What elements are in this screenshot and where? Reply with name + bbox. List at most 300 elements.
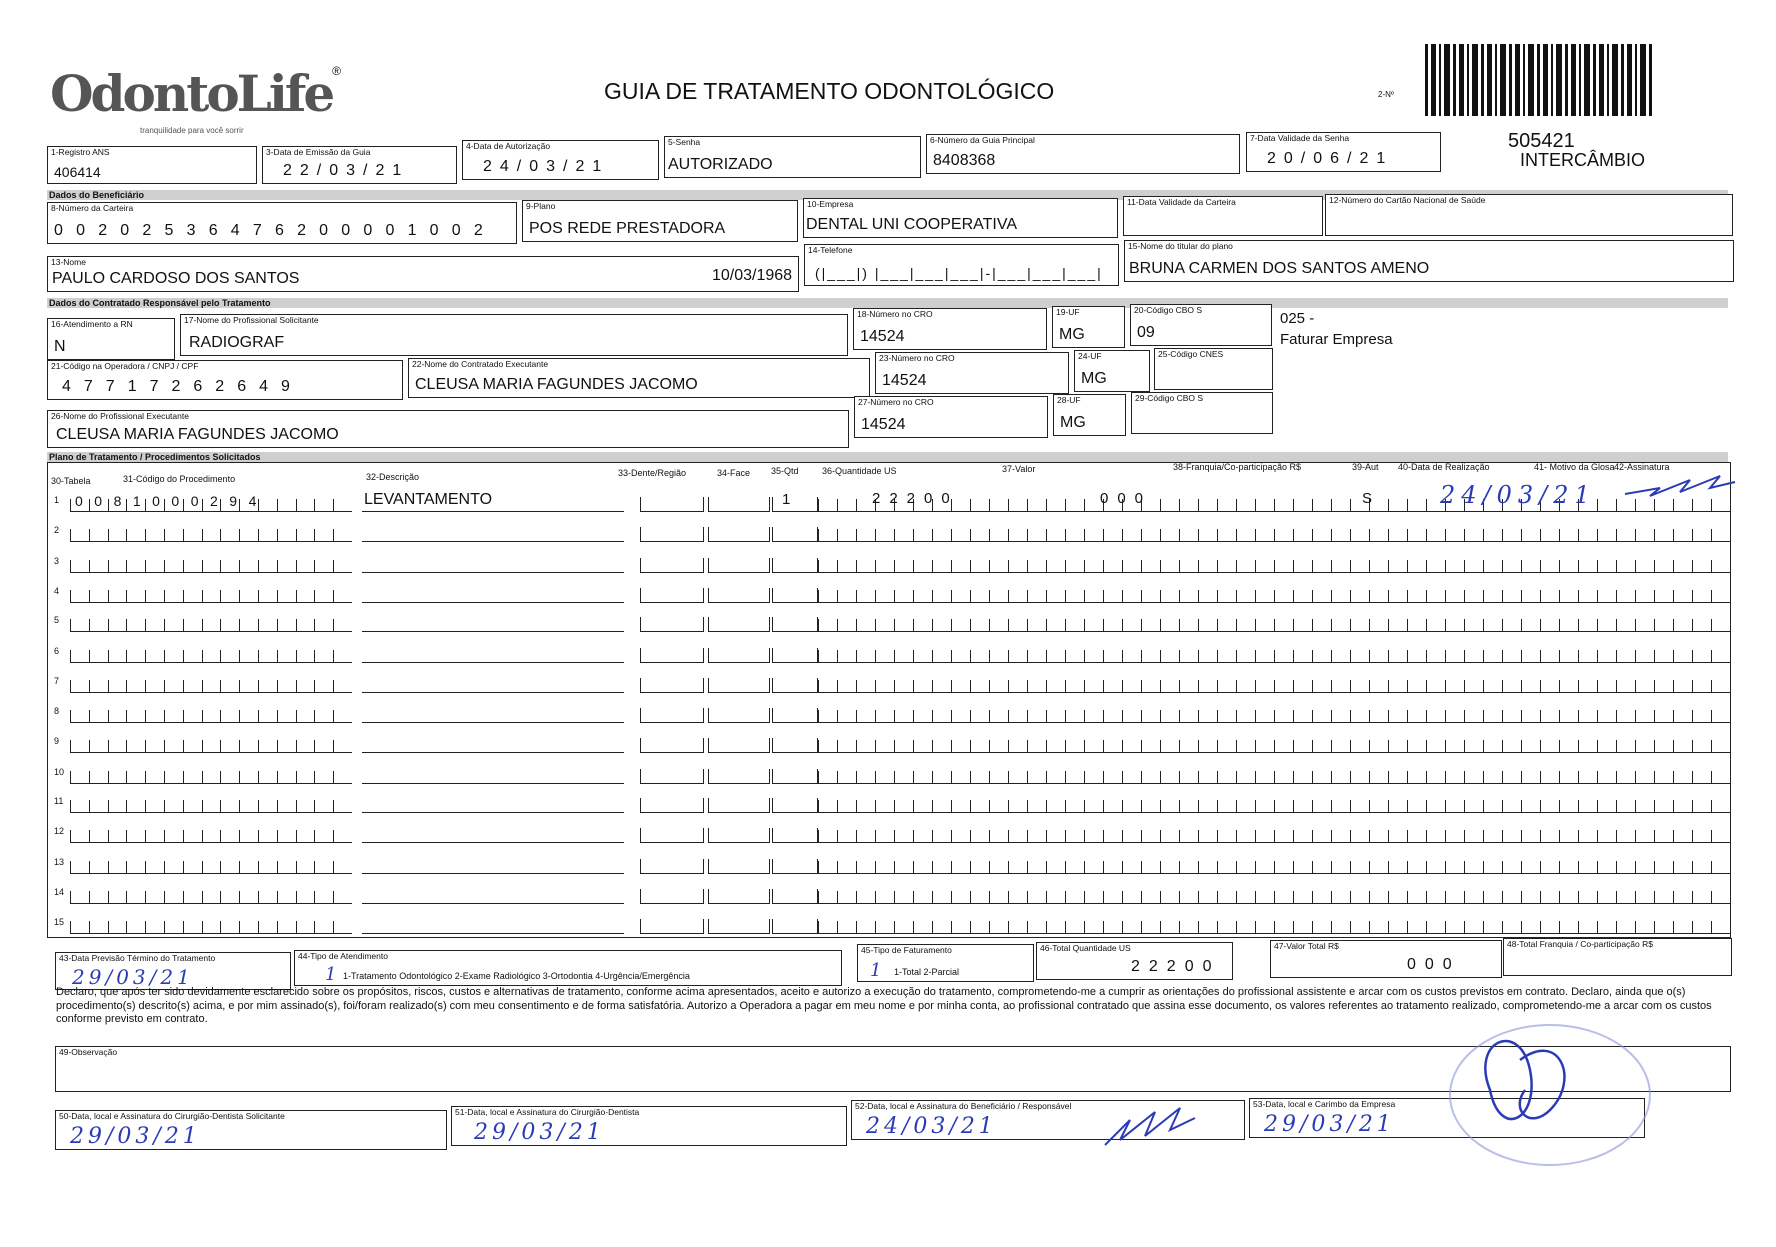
cell-divider bbox=[1521, 619, 1522, 631]
cell-divider bbox=[183, 740, 184, 752]
cell-divider bbox=[1027, 861, 1028, 873]
cell-divider bbox=[1331, 830, 1332, 842]
cell-divider bbox=[1122, 680, 1123, 692]
cell-divider bbox=[1388, 680, 1389, 692]
cell-divider bbox=[1540, 771, 1541, 783]
cell-divider bbox=[145, 590, 146, 602]
cell-group bbox=[772, 588, 818, 603]
cell-divider bbox=[1521, 680, 1522, 692]
signature-empresa[interactable]: 53-Data, local e Carimbo da Empresa 29/03/21 bbox=[1249, 1098, 1645, 1138]
cell-divider bbox=[89, 921, 90, 933]
cell-divider bbox=[837, 921, 838, 933]
cell-divider bbox=[1236, 619, 1237, 631]
cell-divider bbox=[1274, 710, 1275, 722]
cell-divider bbox=[1521, 740, 1522, 752]
cell-divider bbox=[1160, 590, 1161, 602]
previsao-field[interactable]: 43-Data Previsão Término do Tratamento 29/03/21 bbox=[55, 952, 291, 990]
cell-divider bbox=[220, 590, 221, 602]
cell-divider bbox=[1312, 529, 1313, 541]
cell-group bbox=[772, 708, 818, 723]
code-cells bbox=[70, 588, 352, 603]
cell-divider bbox=[89, 740, 90, 752]
cell-divider bbox=[1217, 891, 1218, 903]
cell-divider bbox=[1540, 590, 1541, 602]
cell-divider bbox=[932, 800, 933, 812]
cell-divider bbox=[333, 560, 334, 572]
table-row[interactable] bbox=[0, 818, 1776, 844]
cartao-nacional-field[interactable]: 12-Número do Cartão Nacional de Saúde bbox=[1325, 194, 1733, 236]
cell-divider bbox=[1103, 921, 1104, 933]
cell-divider bbox=[1464, 740, 1465, 752]
cell-divider bbox=[1597, 680, 1598, 692]
table-row[interactable] bbox=[0, 788, 1776, 814]
uf24-field[interactable]: 24-UF MG bbox=[1074, 350, 1150, 392]
table-row[interactable] bbox=[0, 638, 1776, 664]
cell-divider bbox=[1217, 560, 1218, 572]
cell-divider bbox=[108, 710, 109, 722]
cell-divider bbox=[1692, 740, 1693, 752]
cell-divider bbox=[1673, 619, 1674, 631]
cell-group bbox=[772, 798, 818, 813]
prof-executante-field[interactable]: 26-Nome do Profissional Executante CLEUSA MARIA FAGUNDES JACOMO bbox=[47, 410, 849, 448]
cell-divider bbox=[314, 619, 315, 631]
cell-divider bbox=[856, 710, 857, 722]
cell-divider bbox=[1255, 771, 1256, 783]
cell-divider bbox=[1464, 891, 1465, 903]
cell-divider bbox=[1312, 861, 1313, 873]
cro23-field[interactable]: 23-Número no CRO 14524 bbox=[875, 352, 1069, 394]
cell-divider bbox=[1426, 771, 1427, 783]
cell-divider bbox=[1350, 590, 1351, 602]
cell-divider bbox=[1027, 619, 1028, 631]
cell-divider bbox=[1046, 891, 1047, 903]
cell-divider bbox=[296, 710, 297, 722]
cell-divider bbox=[202, 830, 203, 842]
cell-divider bbox=[1084, 740, 1085, 752]
cell-divider bbox=[989, 680, 990, 692]
cell-divider bbox=[913, 830, 914, 842]
cell-divider bbox=[1008, 680, 1009, 692]
cell-divider bbox=[1122, 800, 1123, 812]
data-emissao-field[interactable]: 3-Data de Emissão da Guia 22/03/21 bbox=[262, 146, 457, 184]
cell-divider bbox=[1350, 529, 1351, 541]
description-line bbox=[362, 752, 624, 753]
cell-divider bbox=[1141, 800, 1142, 812]
cell-group bbox=[640, 708, 704, 723]
tipo-atendimento-field[interactable]: 44-Tipo de Atendimento 1 1-Tratamento Odontológico 2-Exame Radiológico 3-Ortodontia 4-Urgência/Emergência bbox=[294, 950, 842, 986]
cell-divider bbox=[818, 800, 819, 812]
guide-number: 505421 bbox=[1508, 130, 1575, 152]
cell-divider bbox=[1217, 800, 1218, 812]
cell-divider bbox=[913, 529, 914, 541]
cell-group bbox=[640, 527, 704, 542]
table-row[interactable] bbox=[0, 879, 1776, 905]
cell-divider bbox=[1597, 771, 1598, 783]
cell-divider bbox=[1597, 891, 1598, 903]
cell-divider bbox=[989, 590, 990, 602]
cell-divider bbox=[1730, 590, 1731, 602]
cell-divider bbox=[1464, 650, 1465, 662]
cell-divider bbox=[1065, 560, 1066, 572]
cell-divider bbox=[1369, 590, 1370, 602]
cell-group bbox=[772, 769, 818, 784]
cell-divider bbox=[1559, 650, 1560, 662]
cell-divider bbox=[202, 560, 203, 572]
code-cells bbox=[70, 798, 352, 813]
valor-total-field[interactable]: 47-Valor Total R$ 000 bbox=[1270, 940, 1502, 978]
cell-divider bbox=[1160, 771, 1161, 783]
cell-divider bbox=[220, 710, 221, 722]
cell-divider bbox=[1540, 740, 1541, 752]
data-autorizacao-field[interactable]: 4-Data de Autorização 24/03/21 bbox=[462, 140, 659, 180]
section-plano: Plano de Tratamento / Procedimentos Solicitados bbox=[47, 452, 1728, 462]
cell-divider bbox=[1331, 590, 1332, 602]
cell-divider bbox=[1160, 891, 1161, 903]
cnes25-field[interactable]: 25-Código CNES bbox=[1154, 348, 1273, 390]
cell-divider bbox=[1483, 650, 1484, 662]
prof-solicitante-field[interactable]: 17-Nome do Profissional Solicitante RADIOGRAF bbox=[180, 314, 848, 356]
atendimento-rn-field[interactable]: 16-Atendimento a RN N bbox=[47, 318, 175, 360]
cell-divider bbox=[894, 619, 895, 631]
table-row[interactable] bbox=[0, 517, 1776, 543]
cell-divider bbox=[314, 710, 315, 722]
signature-beneficiario[interactable]: 52-Data, local e Assinatura do Beneficiário / Responsável 24/03/21 bbox=[851, 1100, 1245, 1140]
cell-divider bbox=[875, 771, 876, 783]
cell-divider bbox=[913, 619, 914, 631]
cell-divider bbox=[951, 861, 952, 873]
cell-divider bbox=[1198, 830, 1199, 842]
cell-divider bbox=[932, 680, 933, 692]
cell-group bbox=[772, 738, 818, 753]
cell-divider bbox=[202, 680, 203, 692]
plano-field[interactable]: 9-Plano POS REDE PRESTADORA bbox=[522, 200, 798, 242]
cell-divider bbox=[314, 529, 315, 541]
cell-divider bbox=[220, 560, 221, 572]
code-cells bbox=[70, 617, 352, 632]
cell-divider bbox=[1122, 921, 1123, 933]
cell-divider bbox=[1103, 529, 1104, 541]
cell-divider bbox=[296, 830, 297, 842]
cell-divider bbox=[164, 771, 165, 783]
cell-divider bbox=[1673, 560, 1674, 572]
table-row[interactable] bbox=[0, 578, 1776, 604]
uf28-field[interactable]: 28-UF MG bbox=[1053, 394, 1126, 436]
table-row[interactable] bbox=[0, 849, 1776, 875]
value-cells bbox=[818, 919, 1730, 934]
cell-divider bbox=[875, 921, 876, 933]
cell-divider bbox=[70, 560, 71, 572]
cell-divider bbox=[258, 710, 259, 722]
cell-divider bbox=[277, 921, 278, 933]
cell-divider bbox=[1407, 830, 1408, 842]
cell-divider bbox=[1426, 499, 1427, 511]
cell-divider bbox=[1293, 771, 1294, 783]
cell-divider bbox=[856, 619, 857, 631]
cell-divider bbox=[875, 650, 876, 662]
cell-divider bbox=[1046, 529, 1047, 541]
procedure-code: 0081000294 bbox=[75, 493, 268, 509]
cell-divider bbox=[277, 771, 278, 783]
cell-divider bbox=[1350, 499, 1351, 511]
cell-divider bbox=[1274, 529, 1275, 541]
signature-solicitante[interactable]: 50-Data, local e Assinatura do Cirurgião-Dentista Solicitante 29/03/21 bbox=[55, 1110, 447, 1150]
cell-divider bbox=[1426, 740, 1427, 752]
cell-divider bbox=[1369, 891, 1370, 903]
cell-divider bbox=[1293, 499, 1294, 511]
cell-divider bbox=[70, 861, 71, 873]
table-row[interactable] bbox=[0, 698, 1776, 724]
cell-divider bbox=[932, 529, 933, 541]
cell-divider bbox=[1559, 529, 1560, 541]
cell-divider bbox=[314, 680, 315, 692]
cell-divider bbox=[1160, 680, 1161, 692]
cell-divider bbox=[1255, 529, 1256, 541]
table-row[interactable] bbox=[0, 759, 1776, 785]
cell-divider bbox=[1540, 650, 1541, 662]
cell-divider bbox=[1274, 771, 1275, 783]
cell-divider bbox=[296, 529, 297, 541]
guia-principal-field[interactable]: 6-Número da Guia Principal 8408368 bbox=[926, 134, 1240, 174]
table-row[interactable] bbox=[0, 607, 1776, 633]
total-franquia-field[interactable]: 48-Total Franquia / Co-participação R$ bbox=[1503, 938, 1732, 976]
cell-divider bbox=[70, 710, 71, 722]
empresa-field[interactable]: 10-Empresa DENTAL UNI COOPERATIVA bbox=[803, 198, 1118, 238]
cell-divider bbox=[1654, 800, 1655, 812]
cell-divider bbox=[1027, 710, 1028, 722]
cell-divider bbox=[932, 921, 933, 933]
cell-divider bbox=[1483, 740, 1484, 752]
cell-divider bbox=[1312, 590, 1313, 602]
cell-divider bbox=[1388, 921, 1389, 933]
cell-divider bbox=[1274, 830, 1275, 842]
cell-divider bbox=[126, 590, 127, 602]
senha-field[interactable]: 5-Senha AUTORIZADO bbox=[664, 136, 921, 178]
cell-divider bbox=[1160, 800, 1161, 812]
cell-divider bbox=[333, 891, 334, 903]
cell-divider bbox=[1046, 680, 1047, 692]
value-cells bbox=[818, 769, 1730, 784]
cell-divider bbox=[333, 800, 334, 812]
cell-divider bbox=[239, 560, 240, 572]
validade-carteira-field[interactable]: 11-Data Validade da Carteira bbox=[1123, 196, 1323, 236]
cell-divider bbox=[296, 891, 297, 903]
cell-divider bbox=[1141, 529, 1142, 541]
cell-divider bbox=[202, 800, 203, 812]
cell-divider bbox=[1540, 710, 1541, 722]
cell-divider bbox=[1274, 861, 1275, 873]
cell-divider bbox=[126, 529, 127, 541]
cell-divider bbox=[89, 771, 90, 783]
cell-divider bbox=[1711, 861, 1712, 873]
cell-divider bbox=[1578, 740, 1579, 752]
cro18-field[interactable]: 18-Número no CRO 14524 bbox=[853, 308, 1047, 350]
cell-divider bbox=[1350, 891, 1351, 903]
cell-divider bbox=[1483, 590, 1484, 602]
cell-divider bbox=[1293, 590, 1294, 602]
cell-divider bbox=[1692, 800, 1693, 812]
cell-divider bbox=[837, 499, 838, 511]
cbo29-field[interactable]: 29-Código CBO S bbox=[1131, 392, 1273, 434]
cell-divider bbox=[314, 499, 315, 511]
table-row[interactable] bbox=[0, 548, 1776, 574]
cell-divider bbox=[1065, 800, 1066, 812]
cell-divider bbox=[932, 861, 933, 873]
cell-divider bbox=[1540, 529, 1541, 541]
cell-divider bbox=[1084, 921, 1085, 933]
cell-divider bbox=[856, 590, 857, 602]
codigo-operadora-field[interactable]: 21-Código na Operadora / CNPJ / CPF 47717262649 bbox=[47, 360, 403, 400]
cell-group bbox=[772, 527, 818, 542]
total-us-field[interactable]: 46-Total Quantidade US 22200 bbox=[1036, 942, 1233, 980]
guide-number-label: 2-Nº bbox=[1378, 90, 1394, 99]
cell-divider bbox=[856, 560, 857, 572]
cell-divider bbox=[333, 650, 334, 662]
cell-divider bbox=[970, 590, 971, 602]
cell-divider bbox=[277, 891, 278, 903]
cell-divider bbox=[1654, 740, 1655, 752]
cell-divider bbox=[1730, 891, 1731, 903]
cell-divider bbox=[1350, 680, 1351, 692]
cell-divider bbox=[296, 680, 297, 692]
signature-scribble-beneficiario bbox=[1100, 1100, 1200, 1150]
cell-divider bbox=[1350, 619, 1351, 631]
cell-divider bbox=[1217, 529, 1218, 541]
registro-ans-field[interactable]: 1-Registro ANS 406414 bbox=[47, 146, 257, 184]
cell-divider bbox=[1388, 619, 1389, 631]
observacao-field[interactable]: 49-Observação bbox=[55, 1046, 1731, 1092]
cell-divider bbox=[1046, 560, 1047, 572]
cell-group bbox=[772, 648, 818, 663]
cell-divider bbox=[1008, 891, 1009, 903]
cell-divider bbox=[1711, 740, 1712, 752]
signature-dentista[interactable]: 51-Data, local e Assinatura do Cirurgião-Dentista 29/03/21 bbox=[451, 1106, 847, 1146]
cell-divider bbox=[1673, 830, 1674, 842]
cell-divider bbox=[258, 560, 259, 572]
cell-divider bbox=[1559, 619, 1560, 631]
cell-divider bbox=[1635, 830, 1636, 842]
contratado-executante-field[interactable]: 22-Nome do Contratado Executante CLEUSA MARIA FAGUNDES JACOMO bbox=[408, 358, 870, 398]
cell-divider bbox=[1692, 619, 1693, 631]
barcode-icon bbox=[1425, 44, 1653, 116]
cell-divider bbox=[277, 800, 278, 812]
cbo20-field[interactable]: 20-Código CBO S 09 bbox=[1130, 304, 1272, 346]
cell-divider bbox=[1407, 740, 1408, 752]
cell-divider bbox=[1312, 800, 1313, 812]
cell-divider bbox=[164, 830, 165, 842]
col-franquia: 38-Franquia/Co-participação R$ bbox=[1173, 462, 1302, 472]
cell-divider bbox=[1730, 680, 1731, 692]
cell-divider bbox=[1711, 619, 1712, 631]
cell-divider bbox=[1540, 861, 1541, 873]
cell-divider bbox=[1179, 771, 1180, 783]
tipo-faturamento-field[interactable]: 45-Tipo de Faturamento 1 1-Total 2-Parcial bbox=[857, 944, 1034, 982]
cell-divider bbox=[1673, 800, 1674, 812]
cell-divider bbox=[1312, 680, 1313, 692]
cell-divider bbox=[89, 891, 90, 903]
cell-divider bbox=[1711, 650, 1712, 662]
cell-divider bbox=[1502, 830, 1503, 842]
section-beneficiario: Dados do Beneficiário bbox=[47, 190, 1728, 200]
cell-divider bbox=[1407, 499, 1408, 511]
cell-divider bbox=[1198, 861, 1199, 873]
cell-divider bbox=[1027, 680, 1028, 692]
cell-divider bbox=[856, 529, 857, 541]
cell-divider bbox=[1141, 740, 1142, 752]
row-number: 15 bbox=[54, 917, 65, 927]
cell-divider bbox=[1616, 710, 1617, 722]
cell-divider bbox=[1198, 499, 1199, 511]
value-cells bbox=[818, 648, 1730, 663]
uf19-field[interactable]: 19-UF MG bbox=[1052, 306, 1125, 348]
cell-divider bbox=[818, 590, 819, 602]
cell-divider bbox=[1084, 710, 1085, 722]
cell-divider bbox=[970, 771, 971, 783]
cell-divider bbox=[277, 590, 278, 602]
cell-divider bbox=[1141, 560, 1142, 572]
cell-divider bbox=[913, 710, 914, 722]
cell-divider bbox=[220, 529, 221, 541]
cell-divider bbox=[894, 590, 895, 602]
titular-field[interactable]: 15-Nome do titular do plano BRUNA CARMEN DOS SANTOS AMENO bbox=[1124, 240, 1734, 282]
cell-divider bbox=[1597, 830, 1598, 842]
table-row[interactable] bbox=[0, 909, 1776, 935]
table-row[interactable] bbox=[0, 668, 1776, 694]
cell-divider bbox=[1008, 921, 1009, 933]
cell-divider bbox=[145, 830, 146, 842]
telefone-field[interactable]: 14-Telefone (|___|) |___|___|___|-|___|___|___| bbox=[804, 244, 1119, 286]
carteira-field[interactable]: 8-Número da Carteira 00202536476200001002 bbox=[47, 202, 517, 244]
cell-divider bbox=[183, 590, 184, 602]
cell-divider bbox=[1464, 830, 1465, 842]
cro27-field[interactable]: 27-Número no CRO 14524 bbox=[854, 396, 1048, 438]
cell-divider bbox=[1331, 499, 1332, 511]
cell-divider bbox=[1445, 891, 1446, 903]
cell-divider bbox=[1274, 560, 1275, 572]
cell-divider bbox=[1008, 861, 1009, 873]
cell-divider bbox=[239, 861, 240, 873]
cell-divider bbox=[258, 921, 259, 933]
cell-divider bbox=[989, 830, 990, 842]
cell-divider bbox=[1350, 861, 1351, 873]
cell-group bbox=[708, 678, 770, 693]
cell-divider bbox=[1540, 680, 1541, 692]
validade-senha-field[interactable]: 7-Data Validade da Senha 20/06/21 bbox=[1246, 132, 1441, 172]
cell-divider bbox=[894, 861, 895, 873]
page-title: GUIA DE TRATAMENTO ODONTOLÓGICO bbox=[604, 78, 1055, 104]
cell-divider bbox=[989, 891, 990, 903]
cell-divider bbox=[70, 800, 71, 812]
cell-divider bbox=[837, 619, 838, 631]
cell-divider bbox=[183, 680, 184, 692]
cell-divider bbox=[258, 619, 259, 631]
cell-divider bbox=[1179, 529, 1180, 541]
cell-divider bbox=[277, 740, 278, 752]
cell-divider bbox=[145, 861, 146, 873]
cell-divider bbox=[314, 771, 315, 783]
cell-divider bbox=[220, 740, 221, 752]
nome-field[interactable]: 13-Nome PAULO CARDOSO DOS SANTOS 10/03/1968 bbox=[47, 256, 799, 292]
cell-divider bbox=[1369, 771, 1370, 783]
cell-divider bbox=[1103, 771, 1104, 783]
cell-divider bbox=[1597, 921, 1598, 933]
cell-group bbox=[640, 738, 704, 753]
cell-divider bbox=[277, 680, 278, 692]
cell-divider bbox=[296, 619, 297, 631]
cell-divider bbox=[220, 650, 221, 662]
cell-divider bbox=[1065, 921, 1066, 933]
table-row[interactable] bbox=[0, 728, 1776, 754]
cell-divider bbox=[1730, 830, 1731, 842]
